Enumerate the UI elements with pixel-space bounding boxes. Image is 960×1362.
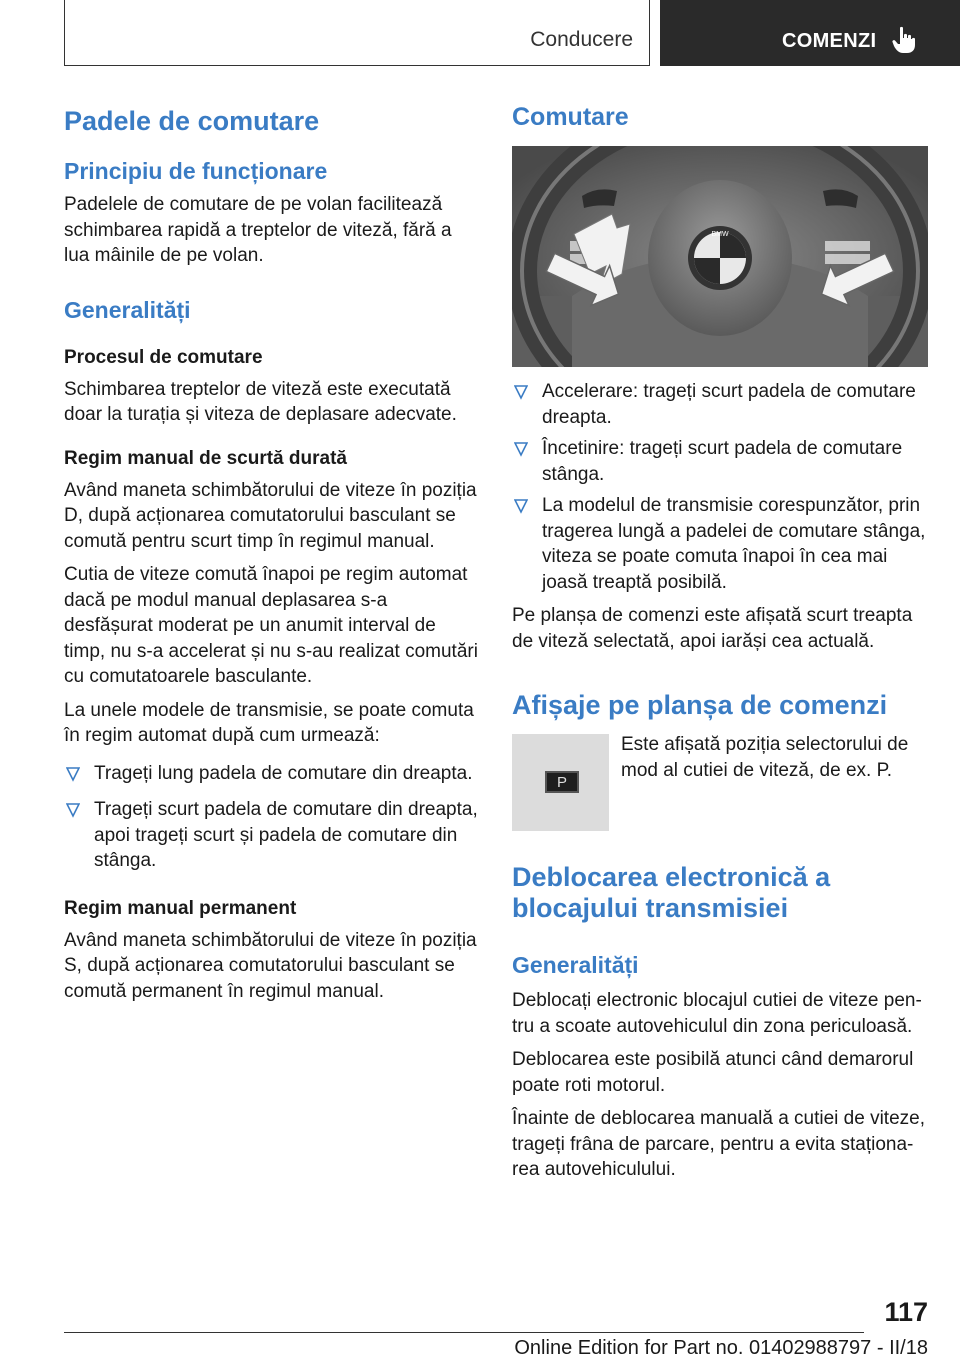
- bullet-triangle-icon: [66, 766, 80, 782]
- paragraph-short-2: Cutia de viteze comută înapoi pe regim automat dacă pe modul manual deplasarea s-a desfășurat moderat pe un anumit interval de timp, nu s-a accelerat și nu s-au realizat comutări cu comutatoarele basculante.: [64, 564, 478, 687]
- list-left: [64, 761, 480, 874]
- paragraph-unlock-3: Înainte de deblocarea manuală a cutiei de viteze, trageți frâna de parcare, pentru a evita staționarea autovehiculului.: [512, 1108, 925, 1180]
- heading-unlock: Deblocarea electronică a blocajului transmisiei: [512, 862, 831, 923]
- heading-general: Generalități: [64, 296, 191, 323]
- gear-letter: P: [557, 774, 568, 791]
- paragraph-short-3: La unele modele de transmisie, se poate comuta în regim automat după cum urmează:: [64, 699, 474, 746]
- list-right: [512, 379, 928, 595]
- right-column: [512, 100, 928, 1183]
- bullet-triangle-icon: [66, 802, 80, 818]
- page-number: 117: [884, 1297, 928, 1327]
- heading-shift: Comutare: [512, 103, 629, 131]
- left-column: [64, 100, 480, 1004]
- heading-short-manual: Regim manual de scurtă durată: [64, 447, 347, 469]
- paragraph-process: Schimbarea treptelor de viteză este executată doar la turația și viteza de deplasare adecvate.: [64, 378, 457, 425]
- heading-display: Afișaje pe planșa de comenzi: [512, 690, 888, 720]
- list-item: Accelerare: trageți scurt padela de comutare dreapta.: [512, 379, 928, 430]
- list-item: Trageți lung padela de comutare din dreapta.: [64, 761, 480, 787]
- bullet-triangle-icon: [514, 384, 528, 400]
- bullet-triangle-icon: [514, 441, 528, 457]
- gear-display-image: [512, 734, 609, 831]
- list-item: Încetinire: trageți scurt padela de comutare stânga.: [512, 436, 928, 487]
- paragraph-unlock-2: Deblocarea este posibilă atunci când demarorul poate roti motorul.: [512, 1049, 914, 1096]
- header-section-title: Conducere: [530, 28, 633, 51]
- header-tab[interactable]: [660, 0, 960, 66]
- paragraph-unlock-1: Deblocați electronic blocajul cutiei de viteze pentru a scoate autovehiculul din zona periculoasă.: [512, 990, 922, 1037]
- paragraph-permanent: Având maneta schimbătorului de viteze în poziția S, după acționarea comutatorului basculant se comută permanent în regimul manual.: [64, 929, 477, 1002]
- hand-pointer-icon: [892, 26, 916, 54]
- header-tab-label: COMENZI: [782, 30, 877, 52]
- svg-text:BMW: BMW: [711, 231, 729, 238]
- paragraph-short-1: Având maneta schimbătorului de viteze în poziția D, după acționarea comutatorului basculant se comută pentru scurt timp în regimul manual.: [64, 479, 477, 552]
- steering-wheel-image: [512, 146, 928, 367]
- section-title: Padele de comutare: [64, 106, 320, 136]
- display-block: [512, 734, 928, 834]
- gear-display-screen: [545, 771, 579, 793]
- paragraph-panel: Pe planșa de comenzi este afișată scurt treapta de viteză selectată, apoi iarăși cea actuală.: [512, 605, 913, 652]
- heading-unlock-general: Generalități: [512, 952, 639, 978]
- paragraph-display: Este afișată poziția selectorului de mod al cutiei de viteză, de ex. P.: [621, 734, 909, 781]
- heading-process: Procesul de comutare: [64, 346, 263, 368]
- paragraph-principle: Padelele de comutare de pe volan facilitează schimbarea rapidă a treptelor de viteză, fără a lua mâinile de pe volan.: [64, 194, 452, 266]
- list-item: La modelul de transmisie corespunzător, prin tragerea lungă a padelei de comutare stânga, viteza se poate comuta înapoi în cea mai joasă treaptă posibilă.: [512, 493, 928, 595]
- heading-permanent-manual: Regim manual permanent: [64, 897, 297, 919]
- header-section-box: [64, 0, 650, 66]
- footer-edition: Online Edition for Part no. 01402988797 - II/18: [514, 1337, 928, 1359]
- heading-principle: Principiu de funcționare: [64, 158, 328, 184]
- bullet-triangle-icon: [514, 498, 528, 514]
- list-item: Trageți scurt padela de comutare din dreapta, apoi trageți scurt și padela de comutare din stânga.: [64, 797, 480, 874]
- footer-divider: [64, 1332, 864, 1333]
